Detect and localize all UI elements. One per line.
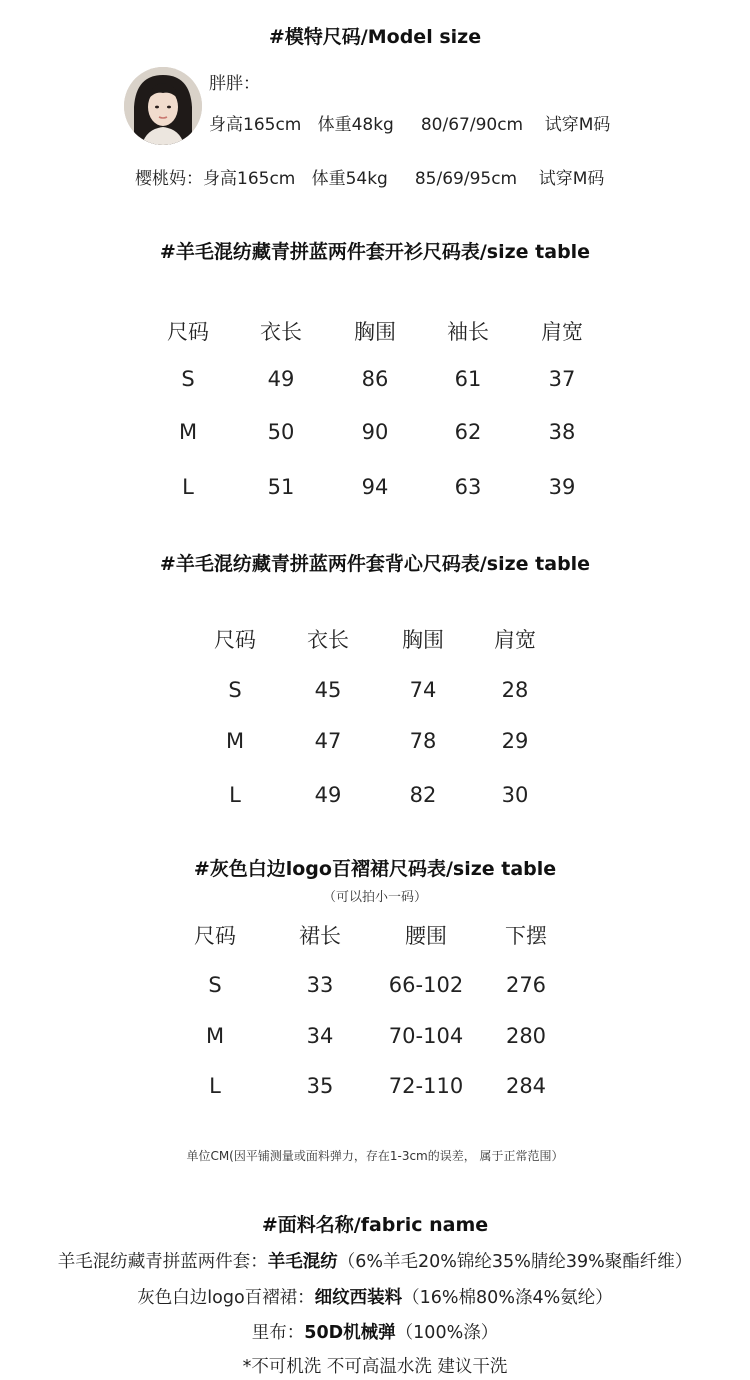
table-cell: 37	[548, 367, 576, 391]
table-cell: S	[208, 973, 222, 997]
model-size-heading: #模特尺码/Model size	[268, 26, 482, 48]
fabric-line-skirt	[0, 1284, 750, 1309]
fabric-detail: （6%羊毛20%锦纶35%腈纶39%聚酯纤维）	[337, 1252, 693, 1272]
model1-name: 胖胖：	[209, 74, 260, 94]
skirt-size-heading: #灰色白边logo百褶裙尺码表/size table	[193, 858, 557, 880]
table-cell: L	[229, 783, 241, 807]
skirt-size-subnote: （可以拍小一码）	[322, 890, 427, 905]
cardigan-size-heading: #羊毛混纺藏青拼蓝两件套开衫尺码表/size table	[159, 241, 591, 263]
table-cell: 276	[505, 973, 547, 997]
table-header-size: 尺码	[167, 320, 209, 344]
table-cell: 38	[548, 420, 576, 444]
table-cell: M	[225, 729, 245, 753]
table-cell: L	[182, 475, 194, 499]
table-cell: 63	[454, 475, 482, 499]
table-cell: 50	[267, 420, 295, 444]
table-header-length: 衣长	[307, 628, 349, 652]
table-header-chest: 胸围	[402, 628, 444, 652]
table-header-shoulder: 肩宽	[541, 320, 583, 344]
table-cell: 29	[501, 729, 529, 753]
table-cell: 47	[314, 729, 342, 753]
table-cell: 66-102	[388, 973, 464, 997]
table-cell: 90	[361, 420, 389, 444]
table-cell: L	[209, 1074, 221, 1098]
table-cell: 39	[548, 475, 576, 499]
fabric-detail: （16%棉80%涤4%氨纶）	[402, 1288, 613, 1308]
model-photo	[124, 67, 202, 145]
table-header-length: 衣长	[260, 320, 302, 344]
table-header-waist: 腰围	[405, 924, 447, 948]
fabric-material: 细纹西装料	[314, 1288, 403, 1308]
table-cell: 35	[306, 1074, 334, 1098]
table-cell: 45	[314, 678, 342, 702]
model2-stats: 樱桃妈：身高165cm 体重54kg 85/69/95cm 试穿M码	[135, 169, 605, 189]
table-cell: 70-104	[388, 1024, 464, 1048]
table-cell: 74	[409, 678, 437, 702]
table-cell: 94	[361, 475, 389, 499]
table-cell: 28	[501, 678, 529, 702]
fabric-detail: （100%涤）	[395, 1323, 499, 1343]
table-header-hem: 下摆	[505, 924, 547, 948]
table-cell: 51	[267, 475, 295, 499]
fabric-material: 50D机械弹	[304, 1323, 396, 1343]
table-cell: 49	[267, 367, 295, 391]
table-cell: M	[205, 1024, 225, 1048]
fabric-label: 里布：	[251, 1323, 305, 1343]
table-cell: 61	[454, 367, 482, 391]
model-avatar	[124, 67, 202, 145]
table-header-shoulder: 肩宽	[494, 628, 536, 652]
fabric-line-lining	[0, 1319, 750, 1344]
table-cell: 86	[361, 367, 389, 391]
table-header-sleeve: 袖长	[447, 320, 489, 344]
fabric-heading: #面料名称/fabric name	[261, 1214, 489, 1236]
table-cell: 33	[306, 973, 334, 997]
fabric-line-set	[0, 1248, 750, 1273]
table-cell: 62	[454, 420, 482, 444]
fabric-material: 羊毛混纺	[267, 1252, 338, 1272]
table-header-size: 尺码	[214, 628, 256, 652]
table-header-size: 尺码	[194, 924, 236, 948]
table-cell: 34	[306, 1024, 334, 1048]
table-cell: S	[181, 367, 195, 391]
table-cell: 280	[505, 1024, 547, 1048]
table-cell: 284	[505, 1074, 547, 1098]
fabric-label: 羊毛混纺藏青拼蓝两件套：	[57, 1252, 268, 1272]
table-cell: M	[178, 420, 198, 444]
model1-stats: 身高165cm 体重48kg 80/67/90cm 试穿M码	[209, 115, 611, 135]
table-cell: 82	[409, 783, 437, 807]
table-header-skirt-length: 裙长	[299, 924, 341, 948]
table-cell: S	[228, 678, 242, 702]
fabric-label: 灰色白边logo百褶裙：	[137, 1288, 315, 1308]
care-instructions: *不可机洗 不可高温水洗 建议干洗	[242, 1357, 508, 1377]
unit-note: 单位CM(因平铺测量或面料弹力，存在1-3cm的误差， 属于正常范围）	[186, 1149, 564, 1163]
table-cell: 30	[501, 783, 529, 807]
table-cell: 78	[409, 729, 437, 753]
vest-size-heading: #羊毛混纺藏青拼蓝两件套背心尺码表/size table	[159, 553, 591, 575]
table-cell: 72-110	[388, 1074, 464, 1098]
table-cell: 49	[314, 783, 342, 807]
table-header-chest: 胸围	[354, 320, 396, 344]
